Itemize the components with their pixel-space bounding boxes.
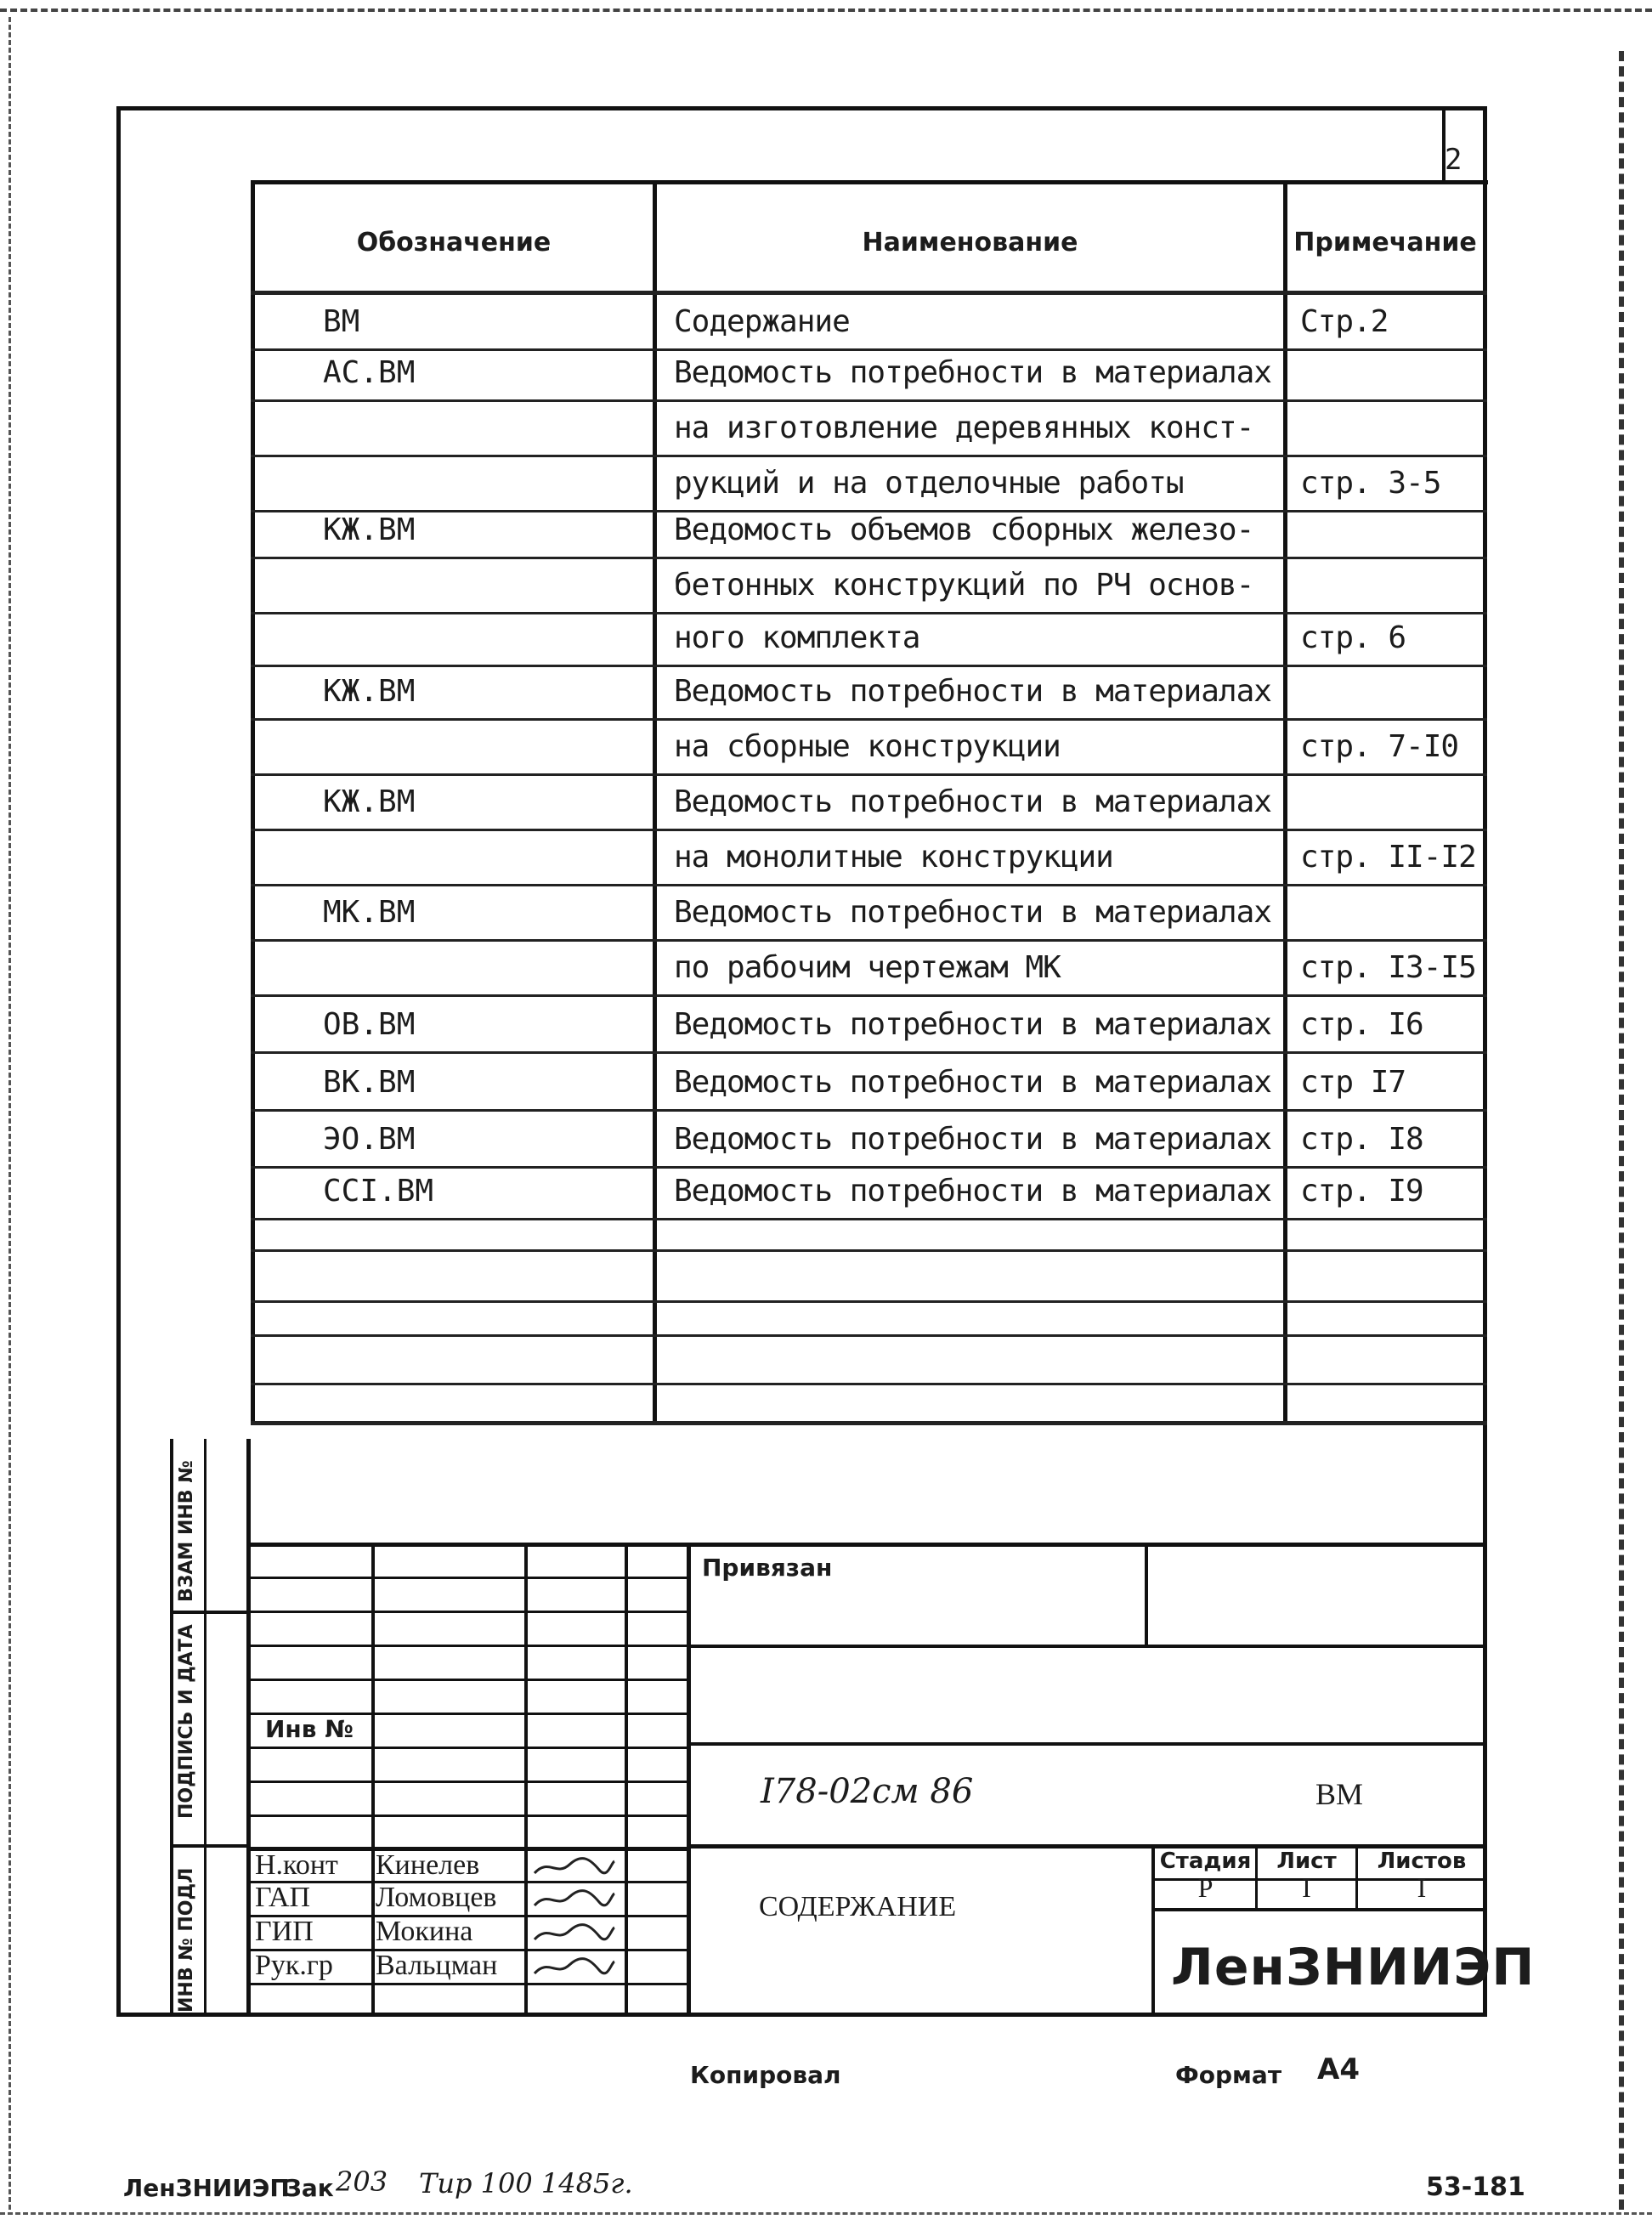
row-divider bbox=[251, 718, 1487, 721]
order-number: 203 bbox=[336, 2166, 388, 2198]
side-label-replaces-inv: ВЗАМ ИНВ № bbox=[176, 1460, 197, 1602]
row-note: стр. I8 bbox=[1300, 1122, 1423, 1157]
row-name: на сборные конструкции bbox=[674, 729, 1061, 764]
row-name: Ведомость потребности в материалах bbox=[674, 1122, 1271, 1157]
row-divider bbox=[251, 1334, 1487, 1337]
row-note: стр. 3-5 bbox=[1300, 466, 1441, 501]
signature-mark bbox=[531, 1922, 616, 1945]
row-divider bbox=[251, 1218, 1487, 1220]
table-bottom-line bbox=[251, 1421, 1487, 1425]
signer-name: Мокина bbox=[376, 1916, 473, 1947]
row-designation: ЭО.ВМ bbox=[323, 1122, 416, 1157]
row-name: Ведомость объемов сборных железо- bbox=[674, 512, 1254, 547]
print-info-org: ЛенЗНИИЭП bbox=[123, 2174, 290, 2202]
row-divider bbox=[251, 1249, 1487, 1252]
column-divider bbox=[1483, 180, 1487, 1421]
scan-edge-right bbox=[1619, 51, 1624, 2210]
row-designation: КЖ.ВМ bbox=[323, 674, 416, 709]
circulation: Тир 100 1485г. bbox=[419, 2167, 633, 2200]
stamp-divider bbox=[687, 1543, 691, 2017]
organization-name: ЛенЗНИИЭП bbox=[1171, 1938, 1536, 1997]
sheet-label: Лист bbox=[1276, 1849, 1337, 1874]
row-name: Ведомость потребности в материалах bbox=[674, 1007, 1271, 1042]
row-divider bbox=[251, 773, 1487, 776]
stamp-divider bbox=[251, 1577, 687, 1579]
row-divider bbox=[251, 829, 1487, 831]
row-designation: МК.ВМ bbox=[323, 895, 416, 930]
row-designation: ОВ.ВМ bbox=[323, 1007, 416, 1042]
copied-by-label: Копировал bbox=[690, 2061, 841, 2089]
stamp-divider bbox=[625, 1543, 628, 2017]
row-note: стр. I3-I5 bbox=[1300, 950, 1476, 985]
stamp-divider bbox=[251, 1747, 687, 1749]
row-name: Ведомость потребности в материалах bbox=[674, 1065, 1271, 1100]
side-label-inv-orig: ИНВ № ПОДЛ bbox=[176, 1867, 197, 2013]
side-strip-divider bbox=[204, 1439, 206, 2017]
row-divider bbox=[251, 455, 1487, 457]
row-divider bbox=[251, 994, 1487, 997]
stamp-divider bbox=[251, 1679, 687, 1681]
scan-edge-left bbox=[8, 17, 11, 2210]
header-name: Наименование bbox=[862, 228, 1078, 258]
format-label: Формат bbox=[1175, 2061, 1282, 2089]
row-divider bbox=[251, 665, 1487, 667]
sheet-value: I bbox=[1302, 1872, 1311, 1903]
signature-mark bbox=[531, 1956, 616, 1979]
row-designation: ВК.ВМ bbox=[323, 1065, 416, 1100]
row-note: стр. II-I2 bbox=[1300, 840, 1476, 875]
row-name: на монолитные конструкции bbox=[674, 840, 1113, 875]
row-divider bbox=[251, 884, 1487, 886]
stamp-divider bbox=[371, 1543, 375, 2017]
stamp-divider bbox=[251, 1983, 687, 1985]
page-number: 2 bbox=[1445, 143, 1462, 177]
row-note: стр. 6 bbox=[1300, 620, 1406, 655]
bound-label: Привязан bbox=[702, 1554, 833, 1582]
scan-edge-bottom bbox=[0, 2212, 1652, 2215]
row-note: стр. I6 bbox=[1300, 1007, 1423, 1042]
stamp-divider bbox=[687, 1645, 1487, 1648]
scan-edge-top bbox=[0, 8, 1652, 12]
stamp-divider bbox=[251, 1611, 687, 1613]
row-divider bbox=[251, 399, 1487, 402]
row-designation: КЖ.ВМ bbox=[323, 512, 416, 547]
signer-name: Ломовцев bbox=[376, 1882, 497, 1913]
stamp-divider bbox=[251, 1645, 687, 1647]
inv-label: Инв № bbox=[265, 1715, 354, 1743]
row-note: стр. 7-I0 bbox=[1300, 729, 1459, 764]
doc-title: СОДЕРЖАНИЕ bbox=[759, 1891, 957, 1922]
sheets-label: Листов bbox=[1377, 1849, 1467, 1874]
row-designation: КЖ.ВМ bbox=[323, 784, 416, 819]
sheets-value: I bbox=[1417, 1872, 1427, 1903]
row-divider bbox=[251, 348, 1487, 351]
header-note: Примечание bbox=[1293, 228, 1477, 258]
header-divider bbox=[251, 291, 1487, 295]
row-note: стр I7 bbox=[1300, 1065, 1406, 1100]
row-divider bbox=[251, 1166, 1487, 1169]
column-divider bbox=[653, 180, 657, 1421]
row-divider bbox=[251, 1109, 1487, 1112]
row-name: Содержание bbox=[674, 304, 850, 339]
signer-role: Рук.гр bbox=[255, 1950, 333, 1981]
row-note: стр. I9 bbox=[1300, 1174, 1423, 1209]
header-designation: Обозначение bbox=[356, 228, 552, 258]
row-name: бетонных конструкций по РЧ основ- bbox=[674, 568, 1254, 603]
signer-role: ГАП bbox=[255, 1882, 311, 1913]
row-name: Ведомость потребности в материалах bbox=[674, 674, 1271, 709]
signature-mark bbox=[531, 1856, 616, 1878]
stamp-divider bbox=[251, 1781, 687, 1783]
row-name: Ведомость потребности в материалах bbox=[674, 1174, 1271, 1209]
row-divider bbox=[251, 612, 1487, 614]
stage-label: Стадия bbox=[1159, 1849, 1252, 1874]
stamp-divider bbox=[1151, 1908, 1487, 1911]
side-label-signature-date: ПОДПИСЬ И ДАТА bbox=[176, 1624, 197, 1819]
row-designation: ВМ bbox=[323, 304, 360, 339]
stamp-divider bbox=[1145, 1543, 1148, 1645]
row-divider bbox=[251, 939, 1487, 942]
row-designation: ССI.ВМ bbox=[323, 1174, 434, 1209]
column-divider bbox=[1283, 180, 1287, 1421]
row-name: Ведомость потребности в материалах bbox=[674, 895, 1271, 930]
stamp-divider bbox=[251, 1815, 687, 1817]
format-value: А4 bbox=[1317, 2052, 1360, 2086]
row-designation: АС.ВМ bbox=[323, 355, 416, 390]
signature-mark bbox=[531, 1888, 616, 1911]
row-name: Ведомость потребности в материалах bbox=[674, 355, 1271, 390]
signer-role: ГИП bbox=[255, 1916, 314, 1947]
row-name: рукций и на отделочные работы bbox=[674, 466, 1184, 501]
doc-code: I78-02см 86 bbox=[761, 1772, 974, 1811]
side-strip-divider bbox=[170, 1611, 251, 1614]
row-name: на изготовление деревянных конст- bbox=[674, 410, 1254, 445]
row-name: ного комплекта bbox=[674, 620, 920, 655]
stage-value: Р bbox=[1197, 1872, 1214, 1903]
row-divider bbox=[251, 1051, 1487, 1054]
stamp-top-line bbox=[251, 1543, 1487, 1547]
signer-role: Н.конт bbox=[255, 1849, 338, 1881]
stamp-divider bbox=[524, 1543, 528, 2017]
sheet-code: 53-181 bbox=[1426, 2172, 1525, 2202]
doc-mark: ВМ bbox=[1315, 1777, 1364, 1811]
stamp-divider bbox=[687, 1742, 1487, 1746]
row-divider bbox=[251, 1383, 1487, 1385]
row-name: Ведомость потребности в материалах bbox=[674, 784, 1271, 819]
print-info-order: Зак bbox=[285, 2174, 334, 2202]
row-divider bbox=[251, 557, 1487, 559]
stamp-divider bbox=[1151, 1844, 1155, 2017]
row-divider bbox=[251, 1300, 1487, 1303]
signer-name: Вальцман bbox=[376, 1950, 498, 1981]
signer-name: Кинелев bbox=[376, 1849, 480, 1881]
side-strip-divider bbox=[170, 1844, 251, 1848]
row-name: по рабочим чертежам МК bbox=[674, 950, 1061, 985]
row-note: Стр.2 bbox=[1300, 304, 1389, 339]
